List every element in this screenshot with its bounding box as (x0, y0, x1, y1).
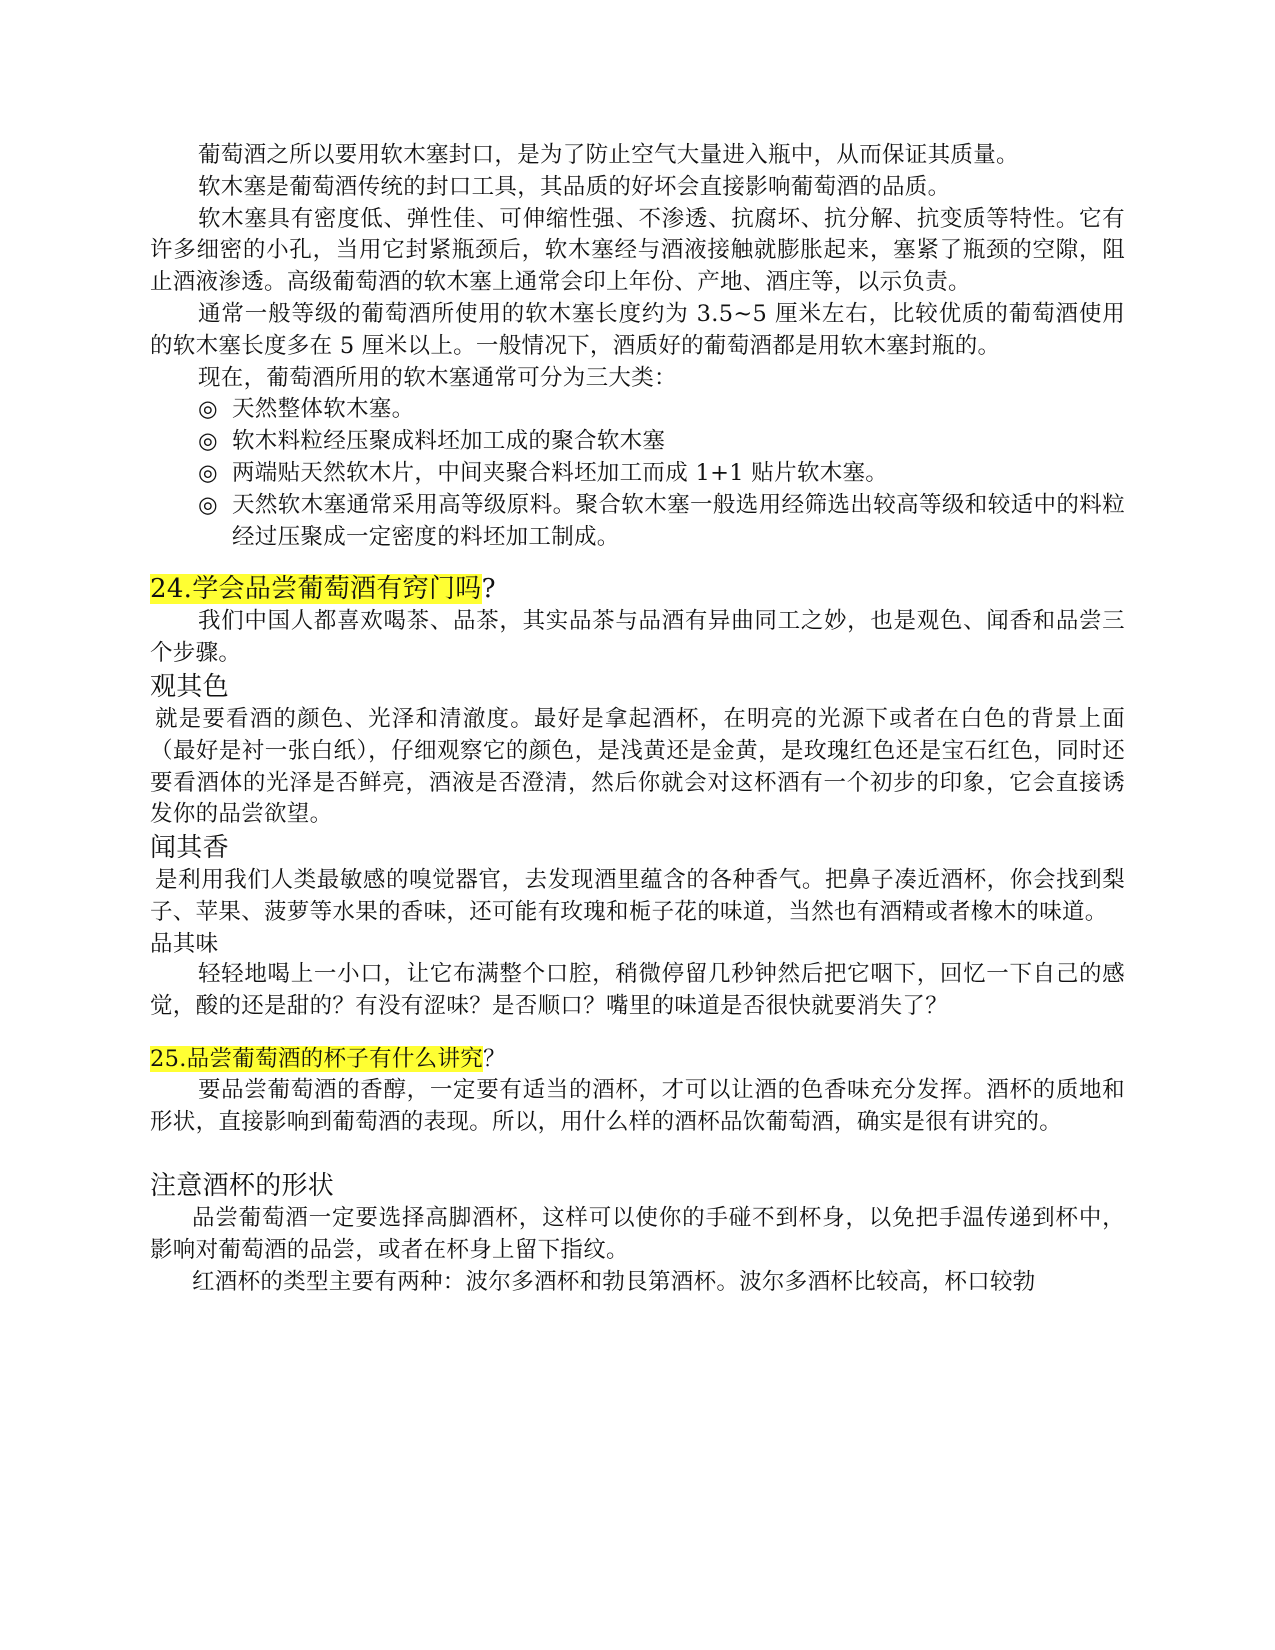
paragraph-q24-intro: 我们中国人都喜欢喝茶、品茶，其实品茶与品酒有异曲同工之妙，也是观色、闻香和品尝三个步骤。 (150, 608, 1125, 667)
list-item-text: 天然软木塞通常采用高等级原料。聚合软木塞一般选用经筛选出较高等级和较适中的料粒经过压聚成一定密度的料坯加工制成。 (232, 491, 1125, 550)
subheading-taste: 品其味 (150, 930, 219, 957)
document-page (150, 140, 1125, 1298)
bullet-mark: ◎ (198, 459, 218, 486)
paragraph-cork-purpose: 葡萄酒之所以要用软木塞封口，是为了防止空气大量进入瓶中，从而保证其质量。 (198, 142, 1019, 168)
paragraph-smell: 是利用我们人类最敏感的嗅觉器官，去发现酒里蕴含的各种香气。把鼻子凑近酒杯，你会找到梨子、苹果、菠萝等水果的香味，还可能有玫瑰和栀子花的味道，当然也有酒精或者橡木的味道。 (150, 867, 1125, 925)
subheading-color: 观其色 (150, 671, 229, 702)
list-item-text: 两端贴天然软木片，中间夹聚合料坯加工而成 1+1 贴片软木塞。 (232, 459, 889, 486)
subheading-glass-shape: 注意酒杯的形状 (150, 1170, 335, 1201)
section-heading-q24 (150, 572, 1125, 606)
paragraph-cork-length: 通常一般等级的葡萄酒所使用的软木塞长度约为 3.5~5 厘米左右，比较优质的葡萄酒使用的软木塞长度多在 5 厘米以上。一般情况下，酒质好的葡萄酒都是用软木塞封瓶的。 (150, 300, 1125, 359)
highlighted-title: 24.学会品尝葡萄酒有窍门吗 (150, 574, 482, 605)
paragraph-cork-categories: 现在，葡萄酒所用的软木塞通常可分为三大类： (198, 364, 677, 391)
list-item (150, 394, 1125, 426)
list-item (150, 458, 1125, 490)
bullet-mark: ◎ (198, 428, 218, 455)
list-item (150, 426, 1125, 458)
bullet-mark: ◎ (198, 491, 218, 518)
paragraph-cork-properties: 软木塞具有密度低、弹性佳、可伸缩性强、不渗透、抗腐坏、抗分解、抗变质等特性。它有许多细密的小孔，当用它封紧瓶颈后，软木塞经与酒液接触就膨胀起来，塞紧了瓶颈的空隙，阻止酒液渗透。高级葡萄酒的软木塞上通常会印上年份、产地、酒庄等，以示负责。 (150, 205, 1125, 296)
section-heading-q25 (150, 1044, 1125, 1075)
list-item (150, 490, 1125, 554)
paragraph-glass-types: 红酒杯的类型主要有两种：波尔多酒杯和勃艮第酒杯。波尔多酒杯比较高，杯口较勃 (192, 1268, 1036, 1295)
title-punctuation: ? (481, 574, 496, 605)
paragraph-taste: 轻轻地喝上一小口，让它布满整个口腔，稍微停留几秒钟然后把它咽下，回忆一下自己的感觉，酸的还是甜的？有没有涩味？是否顺口？嘴里的味道是否很快就要消失了？ (150, 960, 1125, 1019)
spacer (150, 1139, 1125, 1169)
list-item-text: 天然整体软木塞。 (232, 396, 415, 423)
paragraph-color: 就是要看酒的颜色、光泽和清澈度。最好是拿起酒杯，在明亮的光源下或者在白色的背景上面（最好是衬一张白纸），仔细观察它的颜色，是浅黄还是金黄，是玫瑰红色还是宝石红色，同时还要看酒体的光泽是否鲜亮，酒液是否澄清，然后你就会对这杯酒有一个初步的印象，它会直接诱发你的品尝欲望。 (150, 705, 1125, 828)
paragraph-q25-intro: 要品尝葡萄酒的香醇，一定要有适当的酒杯，才可以让酒的色香味充分发挥。酒杯的质地和形状，直接影响到葡萄酒的表现。所以，用什么样的酒杯品饮葡萄酒，确实是很有讲究的。 (150, 1077, 1125, 1136)
title-punctuation: ？ (483, 1046, 506, 1073)
list-item-text: 软木料粒经压聚成料坯加工成的聚合软木塞 (232, 428, 666, 455)
bullet-mark: ◎ (198, 396, 218, 423)
paragraph-glass-shape: 品尝葡萄酒一定要选择高脚酒杯，这样可以使你的手碰不到杯身，以免把手温传递到杯中，影响对葡萄酒的品尝，或者在杯身上留下指纹。 (150, 1204, 1125, 1263)
paragraph-cork-tradition: 软木塞是葡萄酒传统的封口工具，其品质的好坏会直接影响葡萄酒的品质。 (198, 173, 951, 200)
subheading-smell: 闻其香 (150, 833, 229, 864)
highlighted-title: 25.品尝葡萄酒的杯子有什么讲究 (150, 1046, 484, 1073)
